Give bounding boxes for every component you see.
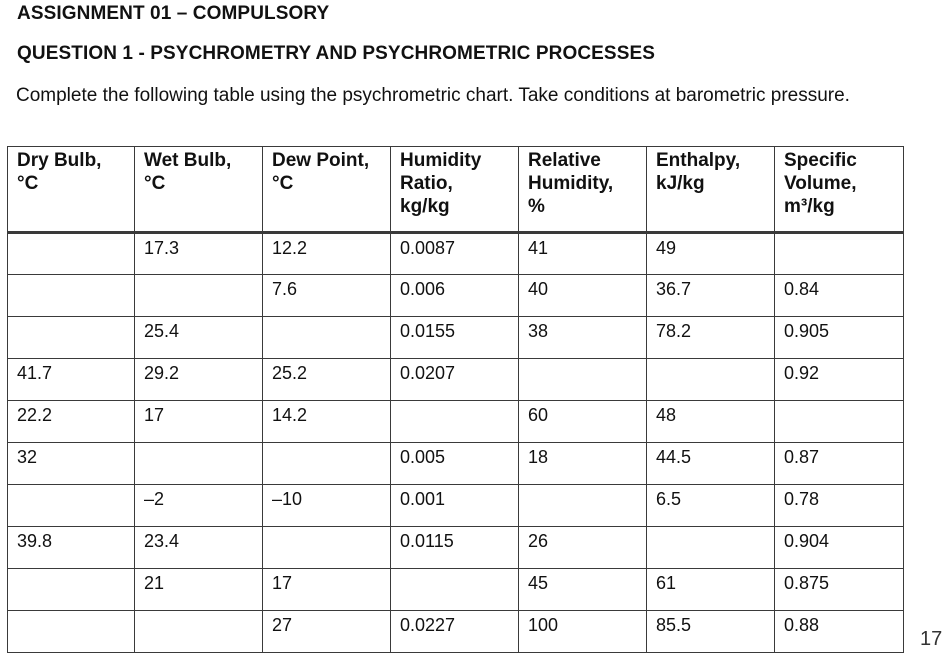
cell-wet-bulb: [135, 611, 263, 653]
cell-wet-bulb: 17: [135, 401, 263, 443]
cell-wet-bulb: [135, 275, 263, 317]
table-row: [8, 275, 904, 317]
cell-dew-point: 7.6: [263, 275, 391, 317]
instructions-text: Complete the following table using the psychrometric chart. Take conditions at barometric pressure.: [16, 85, 850, 106]
cell-enthalpy: 6.5: [647, 485, 775, 527]
table-row: [8, 443, 904, 485]
cell-dry-bulb: [8, 317, 135, 359]
cell-humidity-ratio: 0.005: [391, 443, 519, 485]
cell-dry-bulb: [8, 233, 135, 275]
cell-relative-humidity: 38: [519, 317, 647, 359]
assignment-title: ASSIGNMENT 01 – COMPULSORY: [17, 3, 330, 24]
cell-dry-bulb: 39.8: [8, 527, 135, 569]
header-specific-volume: Specific Volume, m³/kg: [775, 147, 904, 233]
header-humidity-ratio: Humidity Ratio, kg/kg: [391, 147, 519, 233]
cell-enthalpy: 61: [647, 569, 775, 611]
cell-wet-bulb: 23.4: [135, 527, 263, 569]
cell-dew-point: 12.2: [263, 233, 391, 275]
table-row: [8, 233, 904, 275]
table-row: [8, 359, 904, 401]
cell-relative-humidity: [519, 485, 647, 527]
cell-dew-point: [263, 527, 391, 569]
cell-humidity-ratio: 0.0087: [391, 233, 519, 275]
cell-humidity-ratio: 0.0207: [391, 359, 519, 401]
cell-dry-bulb: 32: [8, 443, 135, 485]
cell-relative-humidity: [519, 359, 647, 401]
cell-specific-volume: 0.84: [775, 275, 904, 317]
cell-dry-bulb: [8, 569, 135, 611]
cell-relative-humidity: 18: [519, 443, 647, 485]
cell-humidity-ratio: 0.0115: [391, 527, 519, 569]
cell-dry-bulb: [8, 485, 135, 527]
cell-humidity-ratio: 0.0227: [391, 611, 519, 653]
cell-dry-bulb: 41.7: [8, 359, 135, 401]
cell-dry-bulb: 22.2: [8, 401, 135, 443]
cell-enthalpy: [647, 527, 775, 569]
cell-wet-bulb: 25.4: [135, 317, 263, 359]
table-row: [8, 527, 904, 569]
cell-dew-point: –10: [263, 485, 391, 527]
cell-specific-volume: [775, 233, 904, 275]
header-wet-bulb: Wet Bulb, °C: [135, 147, 263, 233]
cell-relative-humidity: 41: [519, 233, 647, 275]
header-dew-point: Dew Point, °C: [263, 147, 391, 233]
cell-specific-volume: 0.88: [775, 611, 904, 653]
cell-specific-volume: [775, 401, 904, 443]
cell-dew-point: [263, 443, 391, 485]
cell-wet-bulb: 17.3: [135, 233, 263, 275]
page-number: 17: [920, 628, 943, 650]
cell-enthalpy: 78.2: [647, 317, 775, 359]
cell-enthalpy: 48: [647, 401, 775, 443]
psychrometric-table: [7, 146, 904, 653]
cell-dew-point: 14.2: [263, 401, 391, 443]
cell-enthalpy: 49: [647, 233, 775, 275]
cell-enthalpy: 44.5: [647, 443, 775, 485]
cell-relative-humidity: 60: [519, 401, 647, 443]
cell-specific-volume: 0.875: [775, 569, 904, 611]
cell-specific-volume: 0.905: [775, 317, 904, 359]
cell-relative-humidity: 45: [519, 569, 647, 611]
cell-specific-volume: 0.904: [775, 527, 904, 569]
cell-humidity-ratio: 0.006: [391, 275, 519, 317]
header-enthalpy: Enthalpy, kJ/kg: [647, 147, 775, 233]
cell-specific-volume: 0.92: [775, 359, 904, 401]
header-relative-humidity: Relative Humidity, %: [519, 147, 647, 233]
header-dry-bulb: Dry Bulb, °C: [8, 147, 135, 233]
table-row: [8, 485, 904, 527]
table-row: [8, 401, 904, 443]
cell-dry-bulb: [8, 275, 135, 317]
cell-dew-point: 17: [263, 569, 391, 611]
cell-specific-volume: 0.78: [775, 485, 904, 527]
cell-wet-bulb: [135, 443, 263, 485]
cell-humidity-ratio: 0.0155: [391, 317, 519, 359]
cell-enthalpy: [647, 359, 775, 401]
cell-wet-bulb: 21: [135, 569, 263, 611]
cell-relative-humidity: 40: [519, 275, 647, 317]
cell-relative-humidity: 26: [519, 527, 647, 569]
cell-dry-bulb: [8, 611, 135, 653]
cell-dew-point: [263, 317, 391, 359]
cell-humidity-ratio: [391, 401, 519, 443]
cell-humidity-ratio: [391, 569, 519, 611]
cell-dew-point: 25.2: [263, 359, 391, 401]
cell-wet-bulb: 29.2: [135, 359, 263, 401]
cell-humidity-ratio: 0.001: [391, 485, 519, 527]
cell-wet-bulb: –2: [135, 485, 263, 527]
table-header-row: [8, 147, 904, 233]
cell-specific-volume: 0.87: [775, 443, 904, 485]
cell-enthalpy: 36.7: [647, 275, 775, 317]
question-title: QUESTION 1 - PSYCHROMETRY AND PSYCHROMETRIC PROCESSES: [17, 43, 656, 64]
table-row: [8, 569, 904, 611]
cell-dew-point: 27: [263, 611, 391, 653]
cell-enthalpy: 85.5: [647, 611, 775, 653]
cell-relative-humidity: 100: [519, 611, 647, 653]
table-body: [8, 233, 904, 653]
table-row: [8, 611, 904, 653]
table-row: [8, 317, 904, 359]
